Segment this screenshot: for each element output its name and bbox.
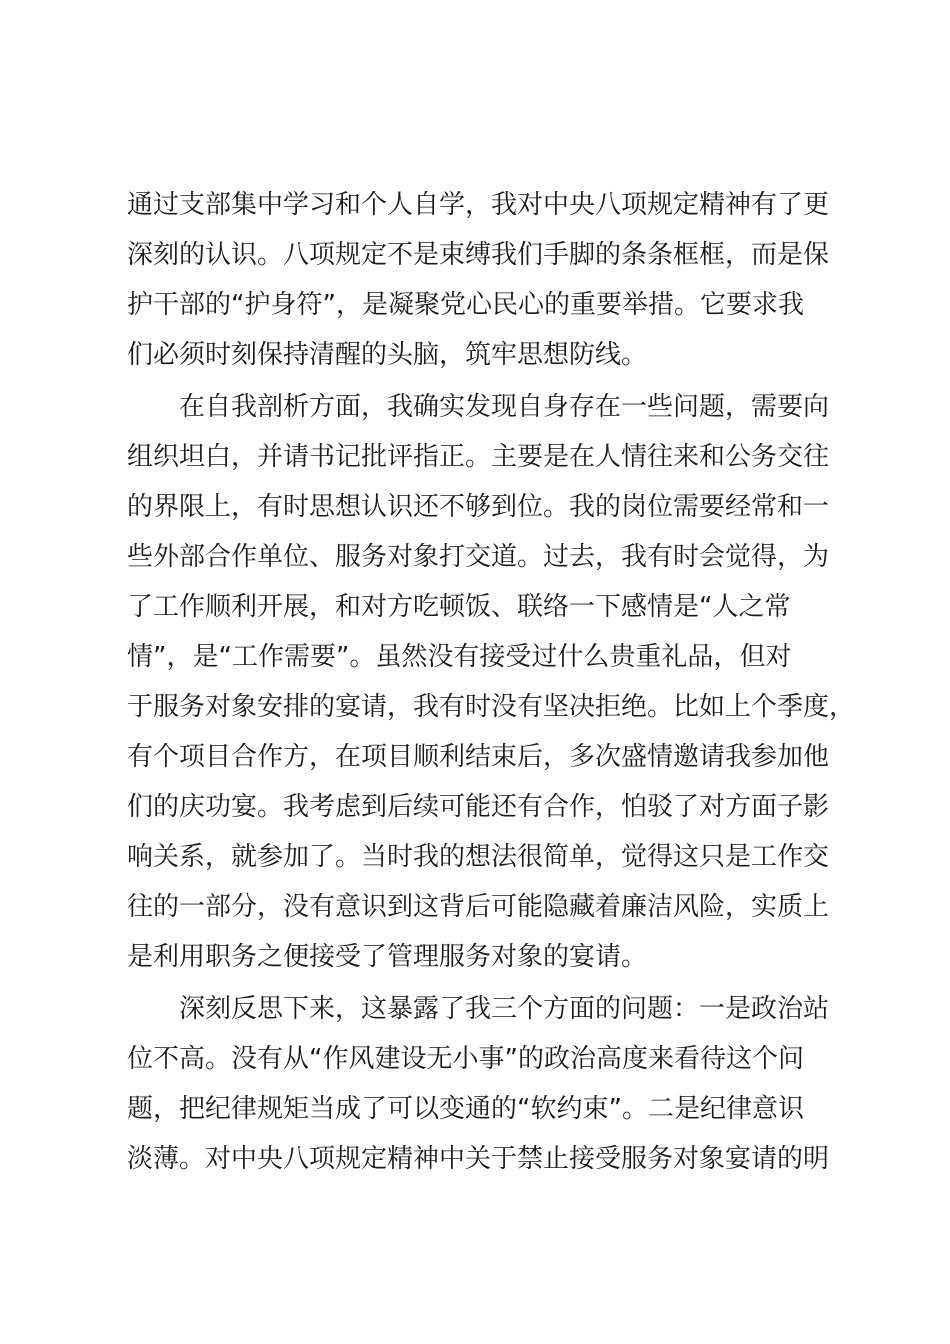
paragraph-line: 了工作顺利开展，和对方吃顿饭、联络一下感情是“人之常 [127, 592, 791, 622]
paragraph-line: 位不高。没有从“作风建设无小事”的政治高度来看待这个问 [127, 1044, 804, 1074]
paragraph-line: 通过支部集中学习和个人自学，我对中央八项规定精神有了更 [127, 190, 830, 220]
paragraph-line: 们必须时刻保持清醒的头脑，筑牢思想防线。 [127, 340, 648, 370]
paragraph-line: 情”，是“工作需要”。虽然没有接受过什么贵重礼品，但对 [127, 642, 792, 672]
paragraph-line: 深刻的认识。八项规定不是束缚我们手脚的条条框框，而是保 [127, 240, 830, 270]
paragraph-line: 往的一部分，没有意识到这背后可能隐藏着廉洁风险，实质上 [127, 892, 830, 922]
paragraph-line: 题，把纪律规矩当成了可以变通的“软约束”。二是纪律意识 [127, 1094, 804, 1124]
paragraph-first-line: 深刻反思下来，这暴露了我三个方面的问题：一是政治站 [179, 994, 830, 1024]
paragraph-line: 些外部合作单位、服务对象打交道。过去，我有时会觉得，为 [127, 542, 830, 572]
paragraph-line: 淡薄。对中央八项规定精神中关于禁止接受服务对象宴请的明 [127, 1144, 830, 1174]
paragraph-line: 是利用职务之便接受了管理服务对象的宴请。 [127, 942, 648, 972]
paragraph-line: 们的庆功宴。我考虑到后续可能还有合作，怕驳了对方面子影 [127, 792, 830, 822]
paragraph-line: 有个项目合作方，在项目顺利结束后，多次盛情邀请我参加他 [127, 742, 830, 772]
paragraph-first-line: 在自我剖析方面，我确实发现自身存在一些问题，需要向 [179, 392, 830, 422]
paragraph-line: 组织坦白，并请书记批评指正。主要是在人情往来和公务交往 [127, 442, 830, 472]
paragraph-line: 护干部的“护身符”，是凝聚党心民心的重要举措。它要求我 [127, 290, 804, 320]
document-body [127, 180, 856, 1184]
paragraph-line: 的界限上，有时思想认识还不够到位。我的岗位需要经常和一 [127, 492, 830, 522]
paragraph-line: 于服务对象安排的宴请，我有时没有坚决拒绝。比如上个季度， [127, 692, 856, 722]
paragraph-line: 响关系，就参加了。当时我的想法很简单，觉得这只是工作交 [127, 842, 830, 872]
